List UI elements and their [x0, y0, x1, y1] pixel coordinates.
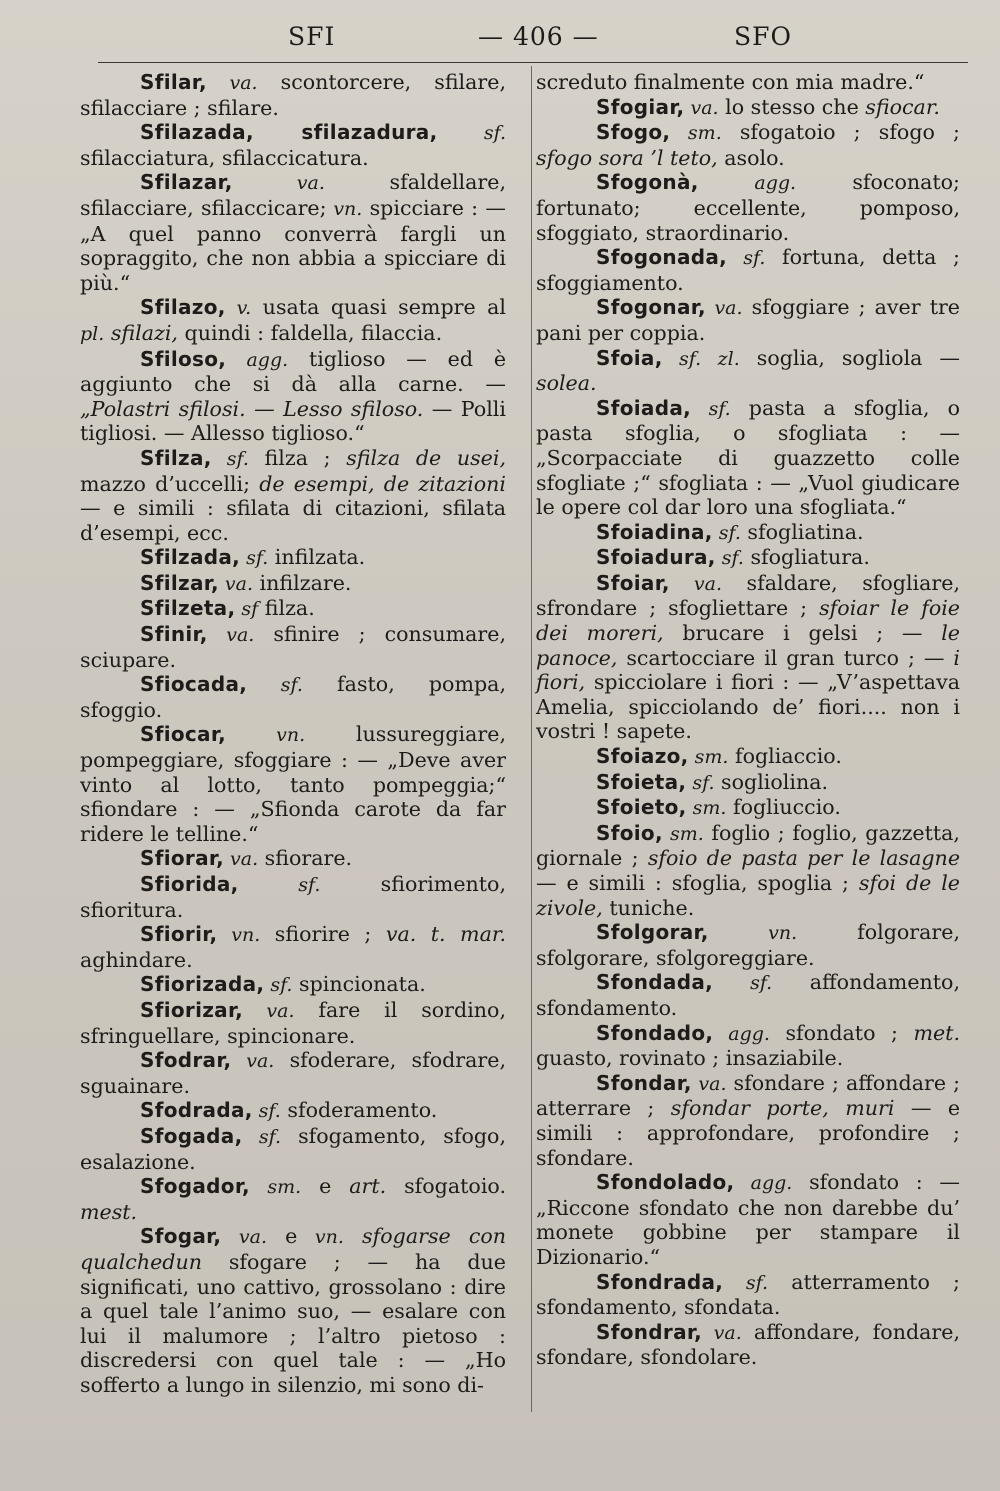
- grammar-tag: sf.: [252, 1100, 281, 1123]
- italic-phrase: sfoiar le foie dei moreri,: [536, 596, 960, 646]
- dictionary-entry: [80, 170, 506, 295]
- definition-text: sfilacciatura, sfilaccicatura.: [80, 145, 369, 170]
- headword: Sfilzada,: [140, 545, 241, 570]
- grammar-tag: sf.: [686, 771, 715, 794]
- headword: Sfiorida,: [140, 872, 239, 896]
- dictionary-entry: [80, 1048, 506, 1098]
- headword: Sfondolado,: [596, 1170, 735, 1195]
- continued-text: screduto finalmente con mia madre.“: [536, 70, 925, 94]
- grammar-tag: vn.: [225, 724, 306, 747]
- headword: Sfilzeta,: [140, 596, 236, 621]
- headword: Sfondado,: [596, 1020, 714, 1045]
- dictionary-entry: [536, 821, 960, 920]
- grammar-tag: sm.: [249, 1176, 302, 1199]
- grammar-tag: va.: [243, 999, 295, 1022]
- definition-text: atterramento ; sfondamento, sfondata.: [536, 1269, 960, 1320]
- definition-text: — e simili : sfilata di citazioni, sfilata d’esempi, ecc.: [80, 496, 506, 545]
- italic-phrase: sfoio de pasta per le lasagne: [638, 846, 961, 871]
- dictionary-entry: [80, 120, 506, 170]
- italic-phrase: „Polastri sfilosi. — Lesso sfiloso.: [80, 396, 424, 421]
- headword: Sfogar,: [140, 1224, 222, 1249]
- page-number: — 406 —: [478, 22, 599, 51]
- definition-text: sfoggiare ; aver tre pani per coppia.: [536, 295, 960, 345]
- definition-text: sfondato : — „Riccone sfondato che non darebbe du’ monete gobbine per stampare il Dizionario.“: [536, 1170, 960, 1269]
- dictionary-entry: [80, 722, 506, 846]
- headword: Sfilar,: [140, 70, 207, 94]
- definition-text: tiglioso — ed è aggiunto che si dà alla carne. —: [80, 346, 507, 397]
- grammar-tag: sf.: [247, 674, 303, 697]
- definition-text: scontorcere, sfilare, sfilacciare ; sfilare.: [80, 70, 506, 120]
- headword: Sfiocada,: [140, 672, 248, 697]
- definition-text: spincionata.: [292, 972, 426, 997]
- dictionary-entry: [536, 520, 960, 546]
- definition-text: sfoderamento.: [280, 1098, 438, 1123]
- grammar-tag: sf.: [712, 521, 741, 544]
- grammar-tag: va.: [684, 96, 719, 119]
- italic-phrase: sfogo sora ’l teto,: [536, 145, 718, 170]
- definition-text: fogliuccio.: [726, 795, 841, 820]
- headword: Sfiorar,: [140, 846, 224, 871]
- headword: Sfoiada,: [596, 395, 692, 420]
- headword: Sfiorizada,: [140, 972, 265, 997]
- italic-phrase: le panoce,: [536, 621, 960, 670]
- grammar-tag: sf. zl.: [662, 347, 740, 370]
- definition-text: — e simili : approfondare, profondire ; sfondare.: [536, 1096, 961, 1170]
- grammar-tag: va.: [223, 848, 259, 871]
- grammar-tag: sf.: [264, 974, 293, 997]
- grammar-tag: vn.: [297, 1226, 344, 1249]
- dictionary-entry: [536, 1021, 960, 1071]
- headword: Sfoio,: [596, 820, 663, 845]
- grammar-tag: vn.: [326, 197, 363, 220]
- grammar-tag: agg.: [698, 172, 797, 195]
- definition-text: sfondare ; affondare ; atterrare ;: [536, 1070, 961, 1121]
- grammar-tag: va.: [691, 1072, 727, 1095]
- dictionary-entry: [80, 446, 506, 545]
- grammar-tag: sf.: [437, 122, 506, 145]
- grammar-tag: sf.: [240, 547, 269, 570]
- definition-text: infilzare.: [253, 570, 352, 595]
- grammar-tag: pl.: [80, 322, 105, 345]
- headword: Sfilazo,: [140, 295, 226, 320]
- definition-text: asolo.: [717, 145, 785, 170]
- italic-phrase: sfiocar.: [858, 94, 940, 119]
- definition-text: scartocciare il gran turco ; —: [617, 645, 945, 670]
- dictionary-entry: [536, 795, 960, 821]
- definition-text: fare il sordino, sfringuellare, spincionare.: [80, 997, 506, 1048]
- headword: Sfogonada,: [596, 245, 728, 270]
- headword: Sfodrar,: [140, 1048, 232, 1073]
- dictionary-entry: [536, 545, 960, 571]
- definition-text: e: [301, 1174, 332, 1199]
- headword: Sfolgorar,: [596, 920, 709, 945]
- grammar-tag: sm.: [686, 797, 727, 820]
- italic-phrase: met.: [897, 1020, 960, 1045]
- headword: Sfodrada,: [140, 1098, 253, 1123]
- headword: Sfoieta,: [596, 769, 687, 794]
- headword: Sfilza,: [140, 445, 212, 470]
- grammar-tag: sm.: [662, 822, 704, 845]
- definition-text: filza.: [258, 596, 315, 621]
- definition-text: tuniche.: [602, 895, 695, 920]
- dictionary-entry: [536, 1270, 960, 1320]
- definition-text: — e simili : sfoglia, spoglia ;: [536, 871, 849, 895]
- grammar-tag: agg.: [226, 348, 289, 371]
- headword: Sfondrar,: [596, 1319, 702, 1344]
- grammar-tag: sf.: [715, 547, 744, 570]
- grammar-tag: va.: [669, 572, 722, 595]
- dictionary-entry: [536, 920, 960, 970]
- headword: Sfiloso,: [140, 346, 227, 371]
- dictionary-entry: [536, 95, 960, 121]
- italic-phrase: sfilza de usei,: [330, 445, 506, 470]
- italic-phrase: mest.: [80, 1199, 138, 1224]
- dictionary-entry: [80, 872, 506, 922]
- dictionary-entry: [536, 120, 960, 170]
- dictionary-entry: [536, 571, 960, 744]
- definition-text: usata quasi sempre al: [251, 295, 507, 320]
- grammar-tag: v.: [225, 297, 252, 320]
- definition-text: lussureggiare, pompeggiare, sfoggiare : — „Deve aver vinto al lotto, tanto pompeggia;“ sfiondare : — „Sfionda carote da far ridere le telline.“: [80, 722, 506, 846]
- italic-phrase: art.: [331, 1174, 387, 1199]
- header-first-word: SFI: [288, 22, 336, 51]
- definition-text: fortuna, detta ; sfoggiamento.: [536, 245, 960, 295]
- dictionary-entry: [536, 1320, 960, 1370]
- dictionary-entry: [536, 346, 960, 396]
- dictionary-entry: [536, 245, 960, 295]
- headword: Sfilazar,: [140, 170, 233, 195]
- grammar-tag: vn.: [708, 922, 798, 945]
- grammar-tag: va.: [207, 624, 255, 647]
- italic-phrase: va. t. mar.: [371, 922, 506, 947]
- italic-phrase: sfilazi,: [104, 320, 178, 345]
- headword: Sfondrada,: [596, 1269, 724, 1294]
- definition-text: sfogliatina.: [740, 519, 864, 544]
- definition-text: fogliaccio.: [728, 744, 842, 769]
- right-column: [536, 70, 960, 1370]
- definition-text: foglio ; foglio, gazzetta, giornale ;: [536, 820, 960, 871]
- definition-text: sfondato ;: [769, 1020, 898, 1045]
- italic-phrase: sfondar porte, muri: [654, 1096, 895, 1121]
- dictionary-entry: [80, 622, 506, 672]
- definition-text: filza ;: [248, 445, 331, 470]
- definition-text: sfiorare.: [258, 846, 353, 871]
- definition-text: sogliolina.: [714, 769, 829, 794]
- definition-text: quindi :: [177, 320, 265, 345]
- headword: Sfoieto,: [596, 795, 687, 820]
- dictionary-entry: [536, 1071, 960, 1170]
- definition-text: sfogliatura.: [743, 545, 870, 570]
- grammar-tag: vn.: [217, 924, 261, 947]
- headword: Sfondar,: [596, 1070, 692, 1095]
- dictionary-entry: [80, 922, 506, 972]
- definition-text: soglia, sogliola —: [739, 345, 960, 370]
- grammar-tag: sf.: [211, 447, 249, 470]
- grammar-tag: va.: [221, 1226, 267, 1249]
- definition-text: — Polli tigliosi. — Allesso tiglioso.“: [80, 396, 506, 446]
- headword: Sfinir,: [140, 622, 208, 647]
- dictionary-entry: [80, 1174, 506, 1224]
- dictionary-entry: [536, 744, 960, 770]
- grammar-tag: sm.: [670, 122, 722, 145]
- definition-text: pasta a sfoglia, o pasta sfoglia, o sfogliata : — „Scorpacciate di guazzetto colle sfogliate ;“ sfogliata : — „Vuol giudicare le opere col dar loro una sfogliata.“: [536, 395, 960, 520]
- definition-text: sfogare ;: [202, 1249, 341, 1274]
- italic-phrase: i fiori,: [536, 645, 960, 695]
- definition-text: sfoderare, sfodrare, sguainare.: [80, 1048, 506, 1098]
- dictionary-entry: [536, 1170, 960, 1269]
- italic-phrase: sfogarse con qualchedun: [80, 1224, 507, 1274]
- italic-phrase: de esempi, de zitazioni: [250, 471, 506, 496]
- headword: Sfondada,: [596, 970, 714, 995]
- header-last-word: SFO: [734, 22, 792, 51]
- definition-text: e: [267, 1224, 298, 1249]
- headword: Sfoiazo,: [596, 744, 689, 769]
- dictionary-entry: [80, 347, 506, 446]
- headword: Sfogonar,: [596, 295, 706, 320]
- dictionary-entry: [536, 396, 960, 520]
- definition-text: faldella, filaccia.: [264, 320, 443, 345]
- definition-text: sfogatoio.: [386, 1174, 506, 1199]
- dictionary-entry: [80, 70, 506, 120]
- headword: Sfogo,: [596, 120, 671, 145]
- definition-text: sfaldare, sfogliare, sfrondare ; sfogliettare ;: [536, 570, 960, 621]
- dictionary-entry: [536, 295, 960, 345]
- grammar-tag: va.: [218, 572, 254, 595]
- dictionary-entry: [80, 1098, 506, 1124]
- grammar-tag: sm.: [688, 746, 729, 769]
- definition-text: sfogatoio ; sfogo ;: [721, 120, 960, 145]
- headword: Sfoiadina,: [596, 519, 713, 544]
- definition-text: sfogamento, sfogo, esalazione.: [80, 1123, 507, 1174]
- page-header: [98, 18, 968, 63]
- definition-text: infilzata.: [268, 545, 366, 570]
- definition-text: — ha due significati, uno cattivo, grossolano : dire a quel tale l’animo suo, — esalare con lui il malumore ; l’altro pietoso : discredersi con quel tale : — „Ho sofferto a lungo in silenzio, mi sono di-: [80, 1249, 506, 1397]
- definition-text: spicciare : — „A quel panno converrà fargli un sopraggito, che non abbia a spicciare di più.“: [80, 195, 506, 295]
- left-column: [80, 70, 506, 1397]
- dictionary-entry: [80, 846, 506, 872]
- definition-text: sfaldellare, sfilacciare, sfilaccicare;: [80, 170, 506, 220]
- dictionary-entry: [536, 770, 960, 796]
- definition-text: affondare, fondare, sfondare, sfondolare.: [536, 1319, 961, 1370]
- headword: Sfilazada, sfilazadura,: [140, 120, 438, 145]
- grammar-tag: sf.: [713, 972, 773, 995]
- dictionary-entry: [80, 998, 506, 1048]
- definition-text: sfiorire ;: [260, 922, 372, 947]
- dictionary-entry: [80, 571, 506, 597]
- dictionary-entry: [536, 170, 960, 245]
- dictionary-entry: [80, 545, 506, 571]
- grammar-tag: sf.: [242, 1125, 282, 1148]
- column-divider: [531, 66, 532, 1412]
- definition-text: sfoconato; fortunato; eccellente, pomposo, sfoggiato, straordinario.: [536, 170, 960, 245]
- headword: Sfoiar,: [596, 570, 670, 595]
- grammar-tag: va.: [705, 297, 743, 320]
- grammar-tag: sf: [235, 598, 259, 621]
- headword: Sfiorir,: [140, 922, 218, 947]
- definition-text: mazzo d’uccelli;: [80, 471, 251, 496]
- dictionary-entry: [536, 970, 960, 1020]
- grammar-tag: sf.: [691, 397, 731, 420]
- definition-text: sfinire ; consumare, sciupare.: [80, 622, 506, 672]
- headword: Sfoiadura,: [596, 545, 716, 570]
- grammar-tag: sf.: [723, 1271, 769, 1294]
- dictionary-entry: [80, 295, 506, 346]
- grammar-tag: sf.: [238, 874, 321, 896]
- grammar-tag: va.: [231, 1050, 275, 1073]
- definition-text: brucare i gelsi ; —: [663, 621, 923, 646]
- definition-text: sfiorimento, sfioritura.: [80, 872, 506, 922]
- dictionary-entry: [536, 70, 960, 95]
- dictionary-entry: [80, 1124, 506, 1174]
- headword: Sfogonà,: [596, 170, 699, 195]
- grammar-tag: va.: [232, 172, 325, 195]
- grammar-tag: va.: [701, 1321, 742, 1344]
- headword: Sfiorizar,: [140, 997, 244, 1022]
- grammar-tag: agg.: [734, 1172, 793, 1195]
- definition-text: spicciolare i fiori : — „V’aspettava Amelia, spicciolando de’ fiori.... non i vostri ! sapete.: [536, 670, 960, 744]
- dictionary-entry: [80, 1224, 506, 1397]
- definition-text: affondamento, sfondamento.: [536, 970, 961, 1020]
- definition-text: aghindare.: [80, 947, 193, 972]
- definition-text: folgorare, sfolgorare, sfolgoreggiare.: [536, 920, 960, 970]
- headword: Sfogador,: [140, 1174, 250, 1199]
- definition-text: guasto, rovinato ; insaziabile.: [536, 1046, 844, 1071]
- dictionary-entry: [80, 972, 506, 998]
- headword: Sfoia,: [596, 345, 663, 370]
- grammar-tag: agg.: [713, 1022, 770, 1045]
- italic-phrase: sfoi de le zivole,: [536, 871, 960, 920]
- grammar-tag: sf.: [727, 247, 766, 270]
- italic-phrase: solea.: [536, 371, 597, 396]
- dictionary-entry: [80, 596, 506, 622]
- headword: Sfogada,: [140, 1123, 243, 1148]
- grammar-tag: va.: [206, 72, 258, 94]
- dictionary-entry: [80, 672, 506, 722]
- definition-text: fasto, pompa, sfoggio.: [80, 672, 506, 722]
- headword: Sfogiar,: [596, 94, 685, 119]
- definition-text: lo stesso che: [718, 94, 859, 119]
- headword: Sfiocar,: [140, 722, 226, 747]
- headword: Sfilzar,: [140, 570, 219, 595]
